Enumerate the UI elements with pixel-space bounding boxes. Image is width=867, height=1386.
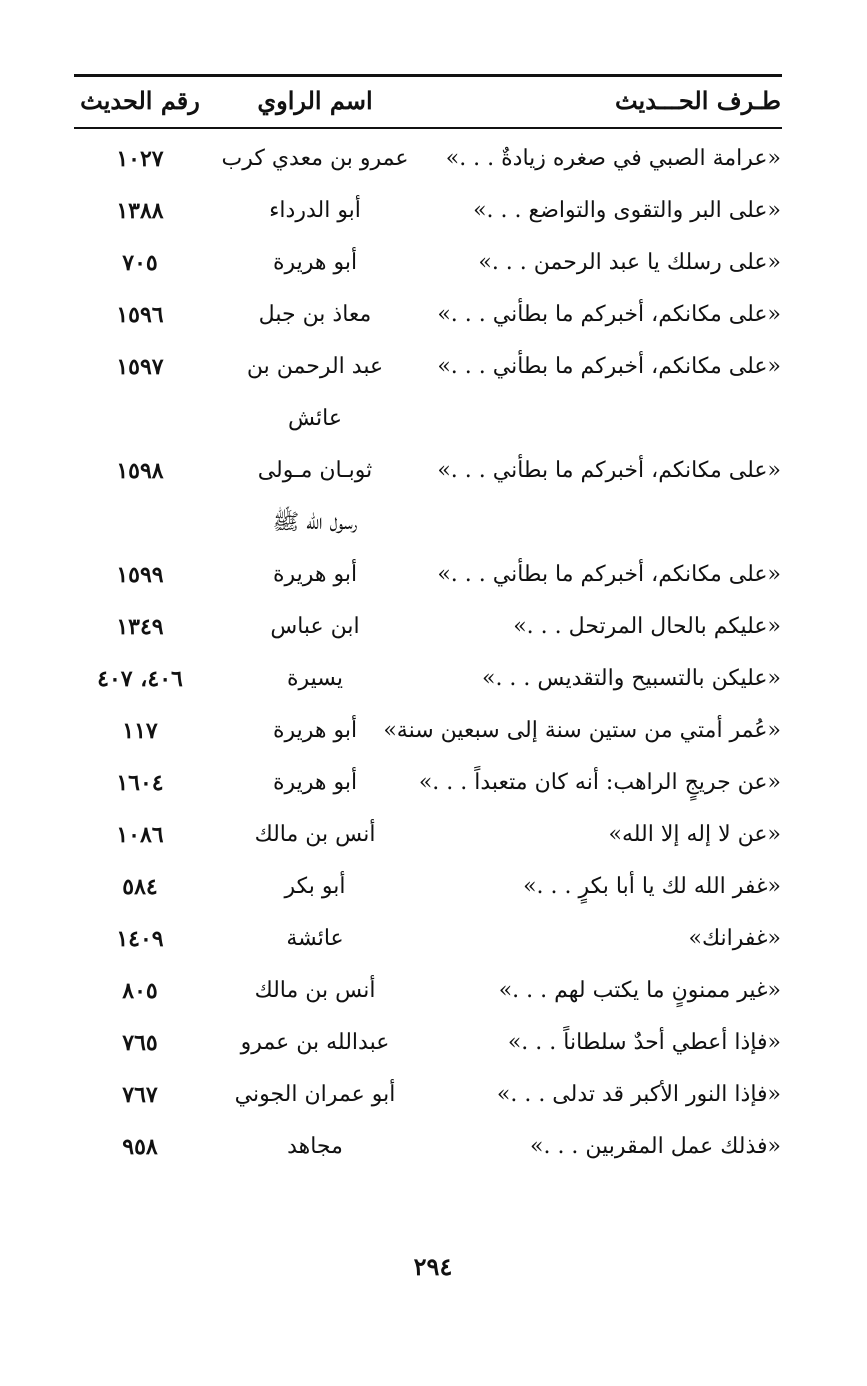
narrator-name: أبو هريرة	[272, 562, 358, 587]
hadith-number: ٤٠٦، ٤٠٧	[97, 666, 183, 692]
hadith-text: «فذلك عمل المقربين . . .»	[530, 1134, 781, 1159]
header-text-column: طـرف الحـــديث	[614, 86, 781, 115]
hadith-text: «على مكانكم، أخبركم ما بطأني . . .»	[437, 458, 781, 483]
hadith-number: ١٥٩٦	[116, 302, 164, 328]
hadith-number: ٧٦٥	[122, 1030, 158, 1056]
hadith-text: «على رسلك يا عبد الرحمن . . .»	[478, 250, 781, 275]
narrator-name: أبو بكر	[284, 874, 346, 899]
narrator-name: ابن عباس	[270, 614, 360, 639]
hadith-number: ١٤٠٩	[116, 926, 164, 952]
hadith-text: «غفرانك»	[688, 926, 781, 951]
hadith-number: ٧٠٥	[122, 250, 158, 276]
hadith-number: ٧٦٧	[122, 1082, 158, 1108]
narrator-name: مجاهد	[287, 1134, 343, 1159]
hadith-text: «على مكانكم، أخبركم ما بطأني . . .»	[437, 354, 781, 379]
narrator-name: أبو هريرة	[272, 718, 358, 743]
hadith-number: ١٠٨٦	[116, 822, 164, 848]
hadith-number: ١٦٠٤	[116, 770, 164, 796]
header-number-column: رقم الحديث	[80, 86, 200, 115]
hadith-text: «عن جريجٍ الراهب: أنه كان متعبداً . . .»	[418, 770, 781, 795]
hadith-text: «فإذا النور الأكبر قد تدلى . . .»	[496, 1082, 781, 1107]
hadith-text: «على مكانكم، أخبركم ما بطأني . . .»	[437, 562, 781, 587]
hadith-number: ٥٨٤	[122, 874, 158, 900]
narrator-name: أبو عمران الجوني	[234, 1082, 396, 1107]
narrator-name: عائشة	[286, 926, 344, 951]
hadith-number: ١٣٤٩	[116, 614, 164, 640]
narrator-name: عبد الرحمن بن	[246, 354, 384, 379]
hadith-text: «عرامة الصبي في صغره زيادةٌ . . .»	[445, 146, 781, 171]
hadith-text: «فإذا أعطي أحدٌ سلطاناً . . .»	[507, 1030, 781, 1055]
hadith-text: «عليكن بالتسبيح والتقديس . . .»	[481, 666, 781, 691]
hadith-number: ٩٥٨	[122, 1134, 158, 1160]
narrator-name: أنس بن مالك	[254, 978, 376, 1003]
hadith-number: ١٠٢٧	[116, 146, 164, 172]
narrator-name: أبو هريرة	[272, 250, 358, 275]
narrator-name: أبو الدرداء	[269, 198, 361, 223]
hadith-number: ١٣٨٨	[116, 198, 164, 224]
narrator-name: ثوبـان مـولى	[257, 458, 373, 483]
narrator-name: يسيرة	[286, 666, 344, 691]
hadith-text: «غفر الله لك يا أبا بكرٍ . . .»	[523, 874, 781, 899]
narrator-name: عمرو بن معدي كرب	[221, 146, 409, 171]
hadith-text: «على البر والتقوى والتواضع . . .»	[473, 198, 781, 223]
narrator-name: أبو هريرة	[272, 770, 358, 795]
narrator-name: عبدالله بن عمرو	[240, 1030, 390, 1055]
hadith-number: ١١٧	[122, 718, 158, 744]
header-narrator-column: اسم الراوي	[257, 86, 373, 115]
hadith-text: «عن لا إله إلا الله»	[608, 822, 781, 847]
hadith-number: ٨٠٥	[122, 978, 158, 1004]
narrator-name: أنس بن مالك	[254, 822, 376, 847]
hadith-text: «على مكانكم، أخبركم ما بطأني . . .»	[437, 302, 781, 327]
narrator-name-continued: رسول الله ﷺ	[272, 510, 358, 535]
hadith-text: «عليكم بالحال المرتحل . . .»	[513, 614, 781, 639]
page-number: ٢٩٤	[413, 1252, 453, 1281]
hadith-text: «عُمر أمتي من ستين سنة إلى سبعين سنة»	[383, 718, 781, 743]
narrator-name-continued: عائش	[287, 406, 342, 431]
hadith-number: ١٥٩٧	[116, 354, 164, 380]
hadith-text: «غير ممنونٍ ما يكتب لهم . . .»	[498, 978, 781, 1003]
narrator-name: معاذ بن جبل	[258, 302, 372, 327]
hadith-number: ١٥٩٨	[116, 458, 164, 484]
hadith-number: ١٥٩٩	[116, 562, 164, 588]
